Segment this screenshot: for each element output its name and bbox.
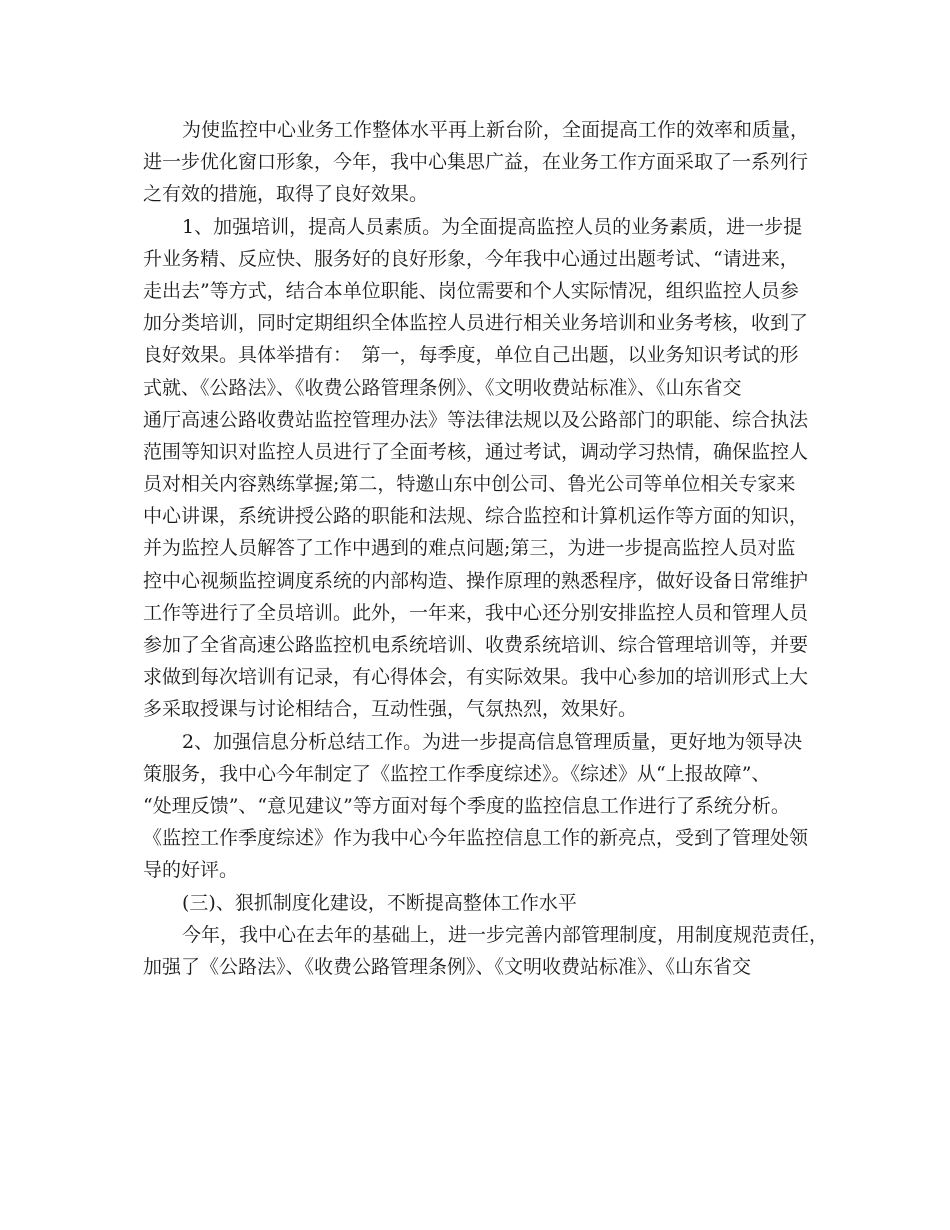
text-line: 参加了全省高速公路监控机电系统培训、收费系统培训、综合管理培训等，并要 bbox=[143, 634, 809, 656]
text-line: 加强了《公路法》、《收费公路管理条例》、《文明收费站标准》、《山东省交 bbox=[143, 955, 752, 978]
text-line: 控中心视频监控调度系统的内部构造、操作原理的熟悉程序，做好设备日常维护 bbox=[143, 569, 809, 592]
text-line: 之有效的措施，取得了良好效果。 bbox=[143, 183, 429, 206]
text-line: (三)、狠抓制度化建设，不断提高整体工作水平 bbox=[182, 891, 577, 914]
text-line: “处理反馈”、“意见建议”等方面对每个季度的监控信息工作进行了系统分析。 bbox=[143, 794, 790, 817]
text-line: 走出去”等方式，结合本单位职能、岗位需要和个人实际情况，组织监控人员参 bbox=[143, 279, 799, 302]
text-line: 进一步优化窗口形象，今年，我中心集思广益，在业务工作方面采取了一系列行 bbox=[143, 151, 809, 174]
text-line: 升业务精、反应快、服务好的良好形象，今年我中心通过出题考试、“请进来， bbox=[143, 247, 799, 270]
text-line: 为使监控中心业务工作整体水平再上新台阶，全面提高工作的效率和质量， bbox=[182, 119, 810, 141]
text-line: 式就、《公路法》、《收费公路管理条例》、《文明收费站标准》、《山东省交 bbox=[143, 376, 742, 399]
text-line: 《监控工作季度综述》作为我中心今年监控信息工作的新亮点，受到了管理处领 bbox=[143, 827, 809, 850]
text-line: 策服务，我中心今年制定了《监控工作季度综述》。《综述》从“上报故障”、 bbox=[143, 762, 771, 785]
text-line: 通厅高速公路收费站监控管理办法》等法律法规以及公路部门的职能、综合执法 bbox=[143, 408, 809, 431]
document-body bbox=[143, 114, 829, 983]
text-line: 良好效果。具体举措有： 第一，每季度，单位自己出题，以业务知识考试的形 bbox=[143, 344, 799, 367]
text-line: 2、加强信息分析总结工作。为进一步提高信息管理质量，更好地为领导决 bbox=[182, 730, 803, 753]
text-line: 并为监控人员解答了工作中遇到的难点问题;第三，为进一步提高监控人员对监 bbox=[143, 537, 796, 560]
text-line: 工作等进行了全员培训。此外，一年来，我中心还分别安排监控人员和管理人员 bbox=[143, 601, 809, 624]
text-line: 今年，我中心在去年的基础上，进一步完善内部管理制度，用制度规范责任， bbox=[182, 923, 829, 946]
text-line: 中心讲课，系统讲授公路的职能和法规、综合监控和计算机运作等方面的知识， bbox=[143, 505, 809, 528]
text-line: 求做到每次培训有记录，有心得体会，有实际效果。我中心参加的培训形式上大 bbox=[143, 666, 809, 689]
text-line: 多采取授课与讨论相结合，互动性强，气氛热烈，效果好。 bbox=[143, 698, 638, 721]
text-line: 范围等知识对监控人员进行了全面考核，通过考试，调动学习热情，确保监控人 bbox=[143, 440, 809, 463]
text-line: 1、加强培训，提高人员素质。为全面提高监控人员的业务素质，进一步提 bbox=[182, 215, 803, 238]
text-line: 导的好评。 bbox=[143, 859, 239, 882]
text-line: 加分类培训，同时定期组织全体监控人员进行相关业务培训和业务考核，收到了 bbox=[143, 312, 809, 335]
text-line: 员对相关内容熟练掌握;第二，特邀山东中创公司、鲁光公司等单位相关专家来 bbox=[143, 473, 796, 496]
